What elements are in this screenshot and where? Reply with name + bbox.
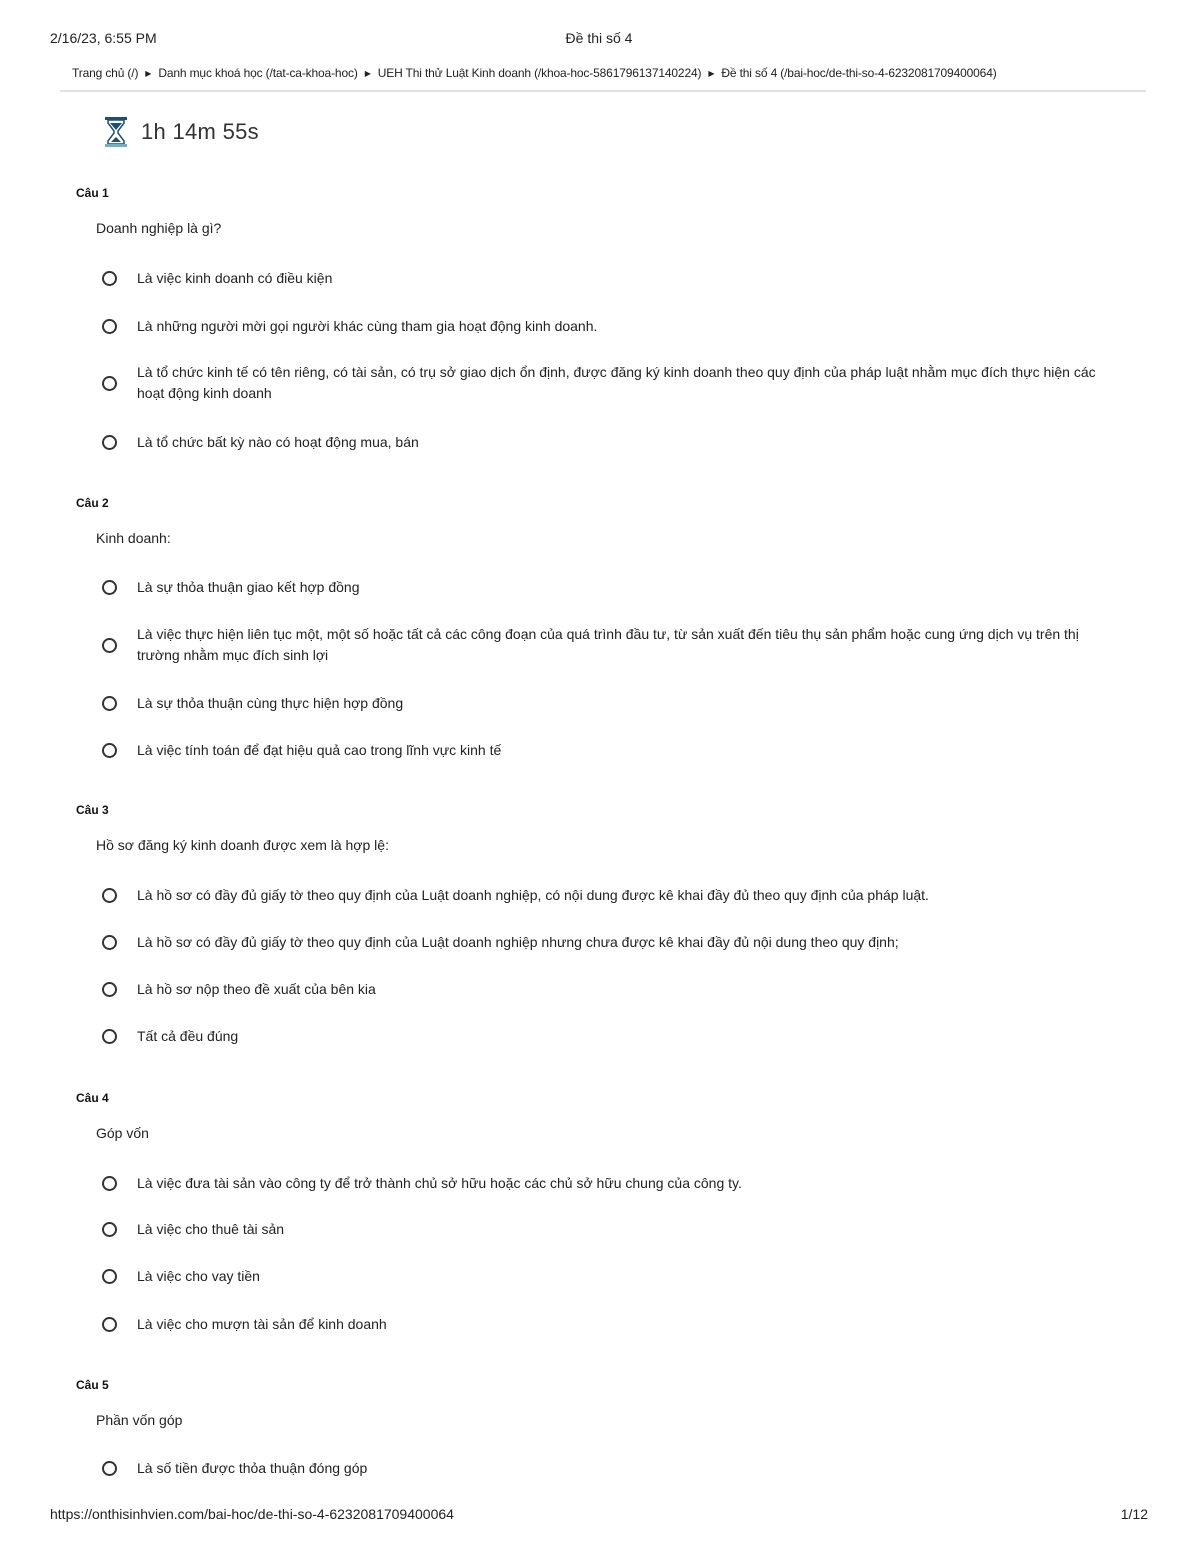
- radio-button[interactable]: [102, 888, 117, 903]
- answer-option-label: Là sự thỏa thuận cùng thực hiện hợp đồng: [137, 695, 404, 711]
- print-footer: [50, 1506, 1148, 1522]
- answer-option-label: Là việc kinh doanh có điều kiện: [137, 270, 333, 286]
- radio-button[interactable]: [102, 1029, 117, 1044]
- answer-option-label: Là tổ chức bất kỳ nào có hoạt động mua, bán: [137, 434, 419, 450]
- question-number: Câu 5: [76, 1378, 109, 1392]
- answer-option-label: Là hồ sơ có đầy đủ giấy tờ theo quy định của Luật doanh nghiệp, có nội dung được kê khai đầy đủ theo quy định của pháp luật.: [137, 887, 929, 903]
- question-prompt: Phần vốn góp: [96, 1412, 183, 1428]
- answer-option[interactable]: [102, 316, 1112, 337]
- radio-button[interactable]: [102, 1461, 117, 1476]
- breadcrumb-home-link[interactable]: Trang chủ (/): [72, 66, 139, 80]
- radio-button[interactable]: [102, 1317, 117, 1332]
- radio-button[interactable]: [102, 435, 117, 450]
- answer-option[interactable]: [102, 1314, 1112, 1335]
- question-prompt: Góp vốn: [96, 1125, 149, 1141]
- print-url: https://onthisinhvien.com/bai-hoc/de-thi-so-4-6232081709400064: [50, 1506, 454, 1522]
- answer-option[interactable]: [102, 740, 1112, 761]
- answer-option[interactable]: [102, 432, 1112, 453]
- question-number: Câu 2: [76, 496, 109, 510]
- radio-button[interactable]: [102, 319, 117, 334]
- header-divider: [60, 90, 1146, 92]
- radio-button[interactable]: [102, 1269, 117, 1284]
- answer-option-label: Là hồ sơ nộp theo đề xuất của bên kia: [137, 981, 376, 997]
- question-number: Câu 4: [76, 1091, 109, 1105]
- exam-timer: [103, 114, 259, 150]
- radio-button[interactable]: [102, 982, 117, 997]
- answer-option-label: Là những người mời gọi người khác cùng tham gia hoạt động kinh doanh.: [137, 318, 598, 334]
- answer-option[interactable]: [102, 693, 1112, 714]
- question-prompt: Kinh doanh:: [96, 530, 171, 546]
- answer-option-label: Là việc cho thuê tài sản: [137, 1221, 285, 1237]
- print-page-title: Đề thi số 4: [565, 30, 633, 46]
- breadcrumb-courses-link[interactable]: Danh mục khoá học (/tat-ca-khoa-hoc): [158, 66, 358, 80]
- answer-option-label: Tất cả đều đúng: [137, 1028, 239, 1044]
- answer-option[interactable]: [102, 1173, 1112, 1194]
- caret-right-icon: ▶: [708, 69, 715, 78]
- answer-option[interactable]: [102, 885, 1112, 906]
- page-number: 1/12: [1120, 1506, 1148, 1522]
- breadcrumb-course-link[interactable]: UEH Thi thử Luật Kinh doanh (/khoa-hoc-5861796137140224): [377, 66, 702, 80]
- radio-button[interactable]: [102, 743, 117, 758]
- breadcrumb-lesson-link[interactable]: Đề thi số 4 (/bai-hoc/de-thi-so-4-6232081709400064): [721, 66, 997, 80]
- answer-option[interactable]: [102, 1266, 1112, 1287]
- timer-remaining: 1h 14m 55s: [141, 119, 259, 144]
- radio-button[interactable]: [102, 376, 117, 391]
- answer-option-label: Là việc thực hiện liên tục một, một số hoặc tất cả các công đoạn của quá trình đầu tư, từ sản xuất đến tiêu thụ sản phẩm hoặc cung ứng dịch vụ trên thị trường nhằm mục đích sinh lợi: [137, 626, 1079, 663]
- answer-option[interactable]: [102, 1026, 1112, 1047]
- answer-option-label: Là việc đưa tài sản vào công ty để trở thành chủ sở hữu hoặc các chủ sở hữu chung của công ty.: [137, 1175, 742, 1191]
- answer-option[interactable]: [102, 624, 1112, 666]
- answer-option[interactable]: [102, 577, 1112, 598]
- radio-button[interactable]: [102, 935, 117, 950]
- radio-button[interactable]: [102, 1176, 117, 1191]
- answer-option-label: Là sự thỏa thuận giao kết hợp đồng: [137, 579, 360, 595]
- answer-option-label: Là số tiền được thỏa thuận đóng góp: [137, 1460, 368, 1476]
- answer-option-label: Là tổ chức kinh tế có tên riêng, có tài sản, có trụ sở giao dịch ổn định, được đăng ký kinh doanh theo quy định của pháp luật nhằm mục đích thực hiện các hoạt động kinh doanh: [137, 364, 1096, 401]
- radio-button[interactable]: [102, 696, 117, 711]
- print-datetime: 2/16/23, 6:55 PM: [50, 30, 157, 46]
- question-number: Câu 3: [76, 803, 109, 817]
- question-number: Câu 1: [76, 186, 109, 200]
- radio-button[interactable]: [102, 638, 117, 653]
- answer-option[interactable]: [102, 1219, 1112, 1240]
- radio-button[interactable]: [102, 1222, 117, 1237]
- radio-button[interactable]: [102, 271, 117, 286]
- answer-option-label: Là việc tính toán để đạt hiệu quả cao trong lĩnh vực kinh tế: [137, 742, 502, 758]
- answer-option-label: Là hồ sơ có đầy đủ giấy tờ theo quy định của Luật doanh nghiệp nhưng chưa được kê khai đầy đủ nội dung theo quy định;: [137, 934, 899, 950]
- question-prompt: Hồ sơ đăng ký kinh doanh được xem là hợp lệ:: [96, 837, 389, 853]
- answer-option[interactable]: [102, 979, 1112, 1000]
- breadcrumb: [72, 66, 1146, 80]
- question-prompt: Doanh nghiệp là gì?: [96, 220, 222, 236]
- print-header: [50, 30, 1148, 50]
- caret-right-icon: ▶: [145, 69, 152, 78]
- answer-option-label: Là việc cho vay tiền: [137, 1268, 260, 1284]
- radio-button[interactable]: [102, 580, 117, 595]
- answer-option[interactable]: [102, 1458, 1112, 1479]
- answer-option-label: Là việc cho mượn tài sản để kinh doanh: [137, 1316, 387, 1332]
- answer-option[interactable]: [102, 932, 1112, 953]
- answer-option[interactable]: [102, 268, 1112, 289]
- hourglass-icon: [103, 116, 129, 148]
- answer-option[interactable]: [102, 362, 1112, 404]
- caret-right-icon: ▶: [364, 69, 371, 78]
